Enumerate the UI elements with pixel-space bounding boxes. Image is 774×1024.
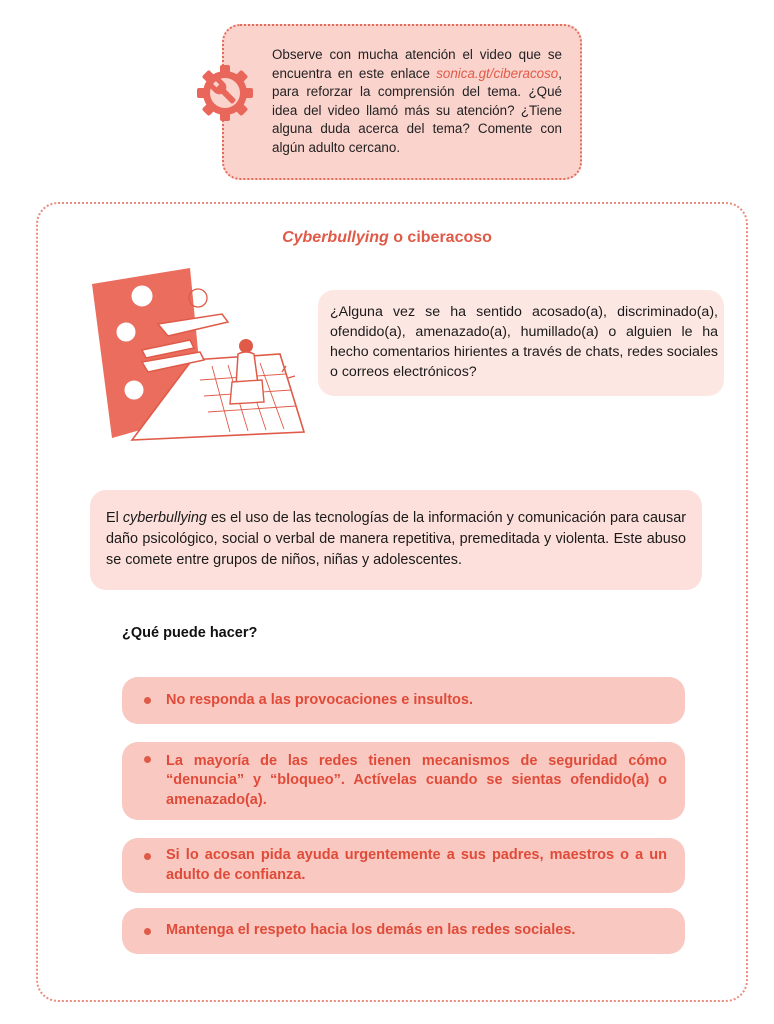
question-text: ¿Alguna vez se ha sentido acosado(a), discriminado(a), ofendido(a), amenazado(a), humillado(a) o alguien le ha hecho comentarios hirientes a través de chats, redes sociales o correos electrónicos? bbox=[330, 304, 718, 380]
section-title: Cyberbullying o ciberacoso bbox=[282, 229, 492, 246]
tip-item bbox=[122, 908, 685, 954]
tip-text: La mayoría de las redes tienen mecanismos de seguridad cómo “denuncia” y “bloqueo”. Actívelas cuando se sientas ofendido(a) o amenazado(a). bbox=[166, 752, 667, 808]
bullet-icon bbox=[144, 928, 151, 935]
tip-text: Si lo acosan pida ayuda urgentemente a sus padres, maestros o a un adulto de confianza. bbox=[166, 847, 667, 883]
note-text: Observe con mucha atención el video que se encuentra en este enlace sonica.gt/ciberacoso, para reforzar la comprensión del tema. ¿Qué idea del video llamó más su atención? ¿Tiene alguna duda acerca del tema? Comente con algún adulto cercano. bbox=[272, 47, 562, 155]
tip-item bbox=[122, 742, 685, 820]
definition-text: El cyberbullying es el uso de las tecnologías de la información y comunicación para causar daño psicológico, social o verbal de manera repetitiva, premeditada y violenta. Este abuso se comete entre grupos de niños, niñas y adolescentes. bbox=[106, 510, 686, 568]
tip-item bbox=[122, 838, 685, 893]
tip-item bbox=[122, 677, 685, 724]
tip-text: No responda a las provocaciones e insultos. bbox=[166, 691, 474, 708]
gear-wrench-icon bbox=[194, 62, 256, 124]
laptop-cyberbullying-illustration bbox=[72, 262, 312, 452]
bullet-icon bbox=[144, 756, 151, 763]
bullet-icon bbox=[144, 853, 151, 860]
what-to-do-heading: ¿Qué puede hacer? bbox=[122, 625, 258, 641]
video-link[interactable]: sonica.gt/ciberacoso bbox=[436, 65, 559, 81]
tip-text: Mantenga el respeto hacia los demás en las redes sociales. bbox=[166, 922, 576, 939]
bullet-icon bbox=[144, 697, 151, 704]
